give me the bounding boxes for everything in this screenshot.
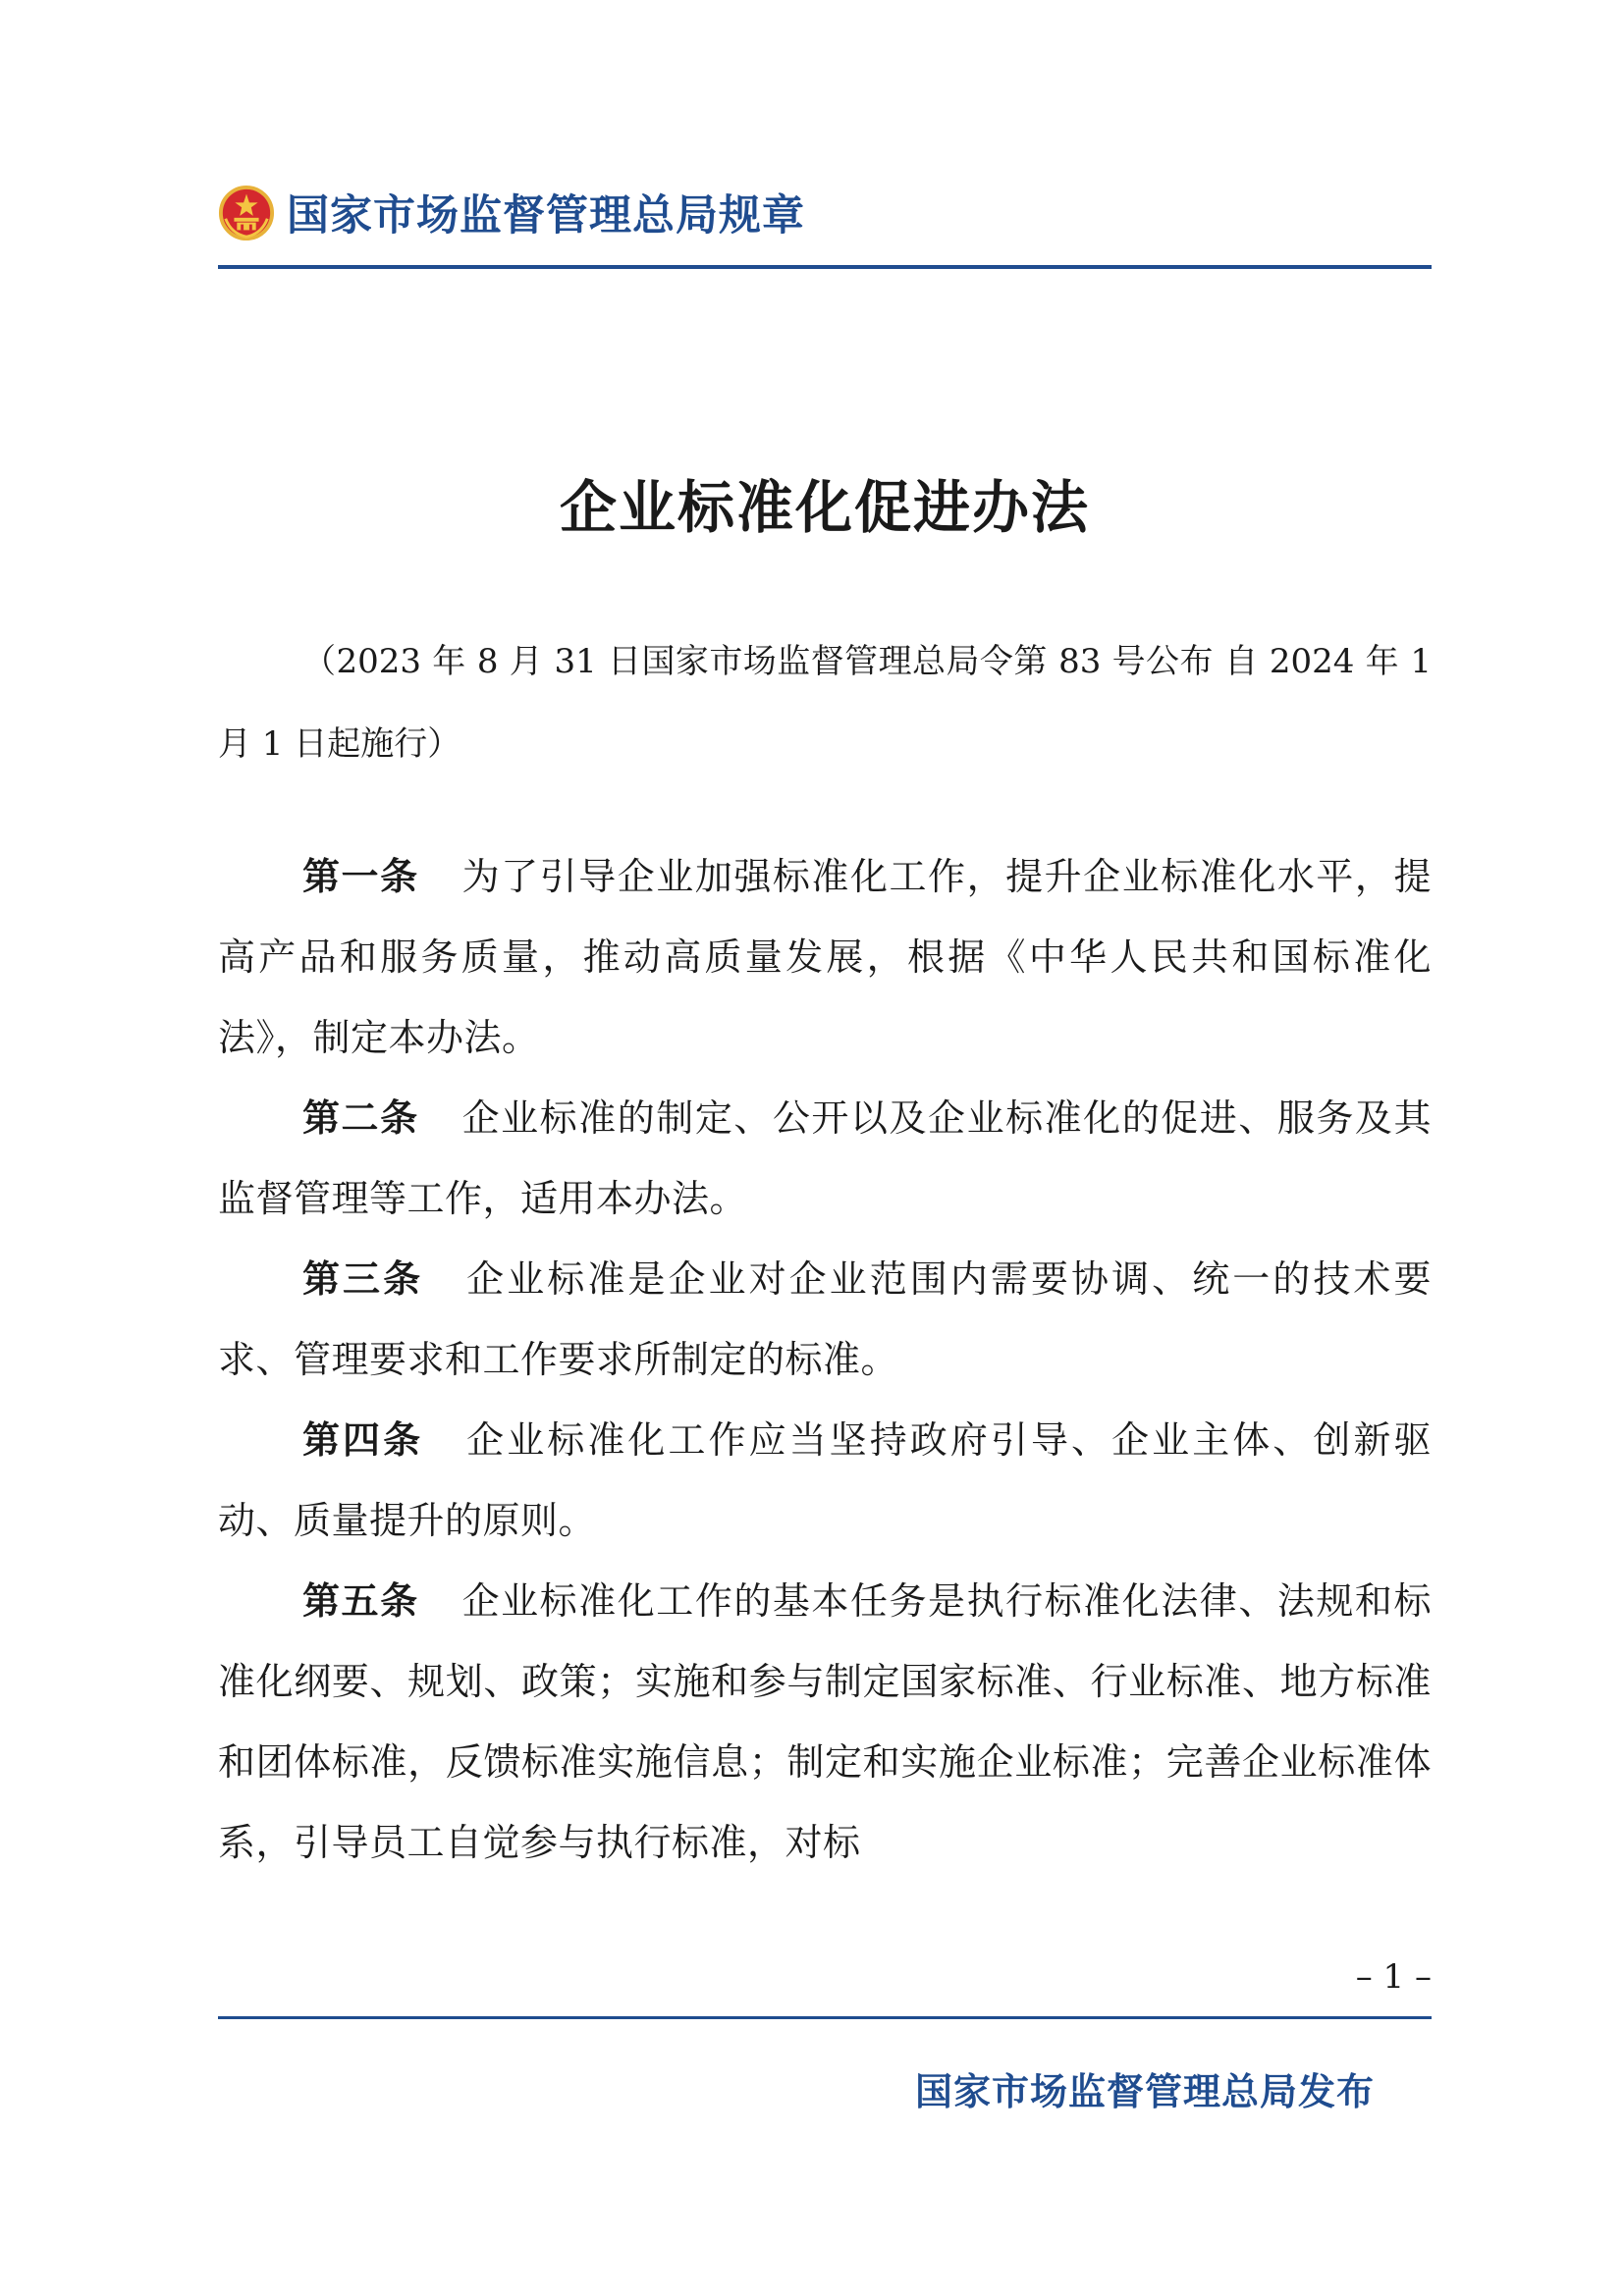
promulgation-note: （2023 年 8 月 31 日国家市场监督管理总局令第 83 号公布 自 2024 年 1 月 1 日起施行） <box>218 642 1432 764</box>
article-text: 企业标准是企业对企业范围内需要协调、统一的技术要求、管理要求和工作要求所制定的标准。 <box>218 1257 1432 1381</box>
article-4 <box>218 1400 1432 1561</box>
regulation-series-title: 国家市场监督管理总局规章 <box>287 191 805 240</box>
page-header <box>218 183 1432 242</box>
article-number: 第四条 <box>302 1418 424 1462</box>
article-text: 为了引导企业加强标准化工作，提升企业标准化水平，提高产品和服务质量，推动高质量发展，根据《中华人民共和国标准化法》，制定本办法。 <box>218 855 1432 1059</box>
article-text: 企业标准化工作的基本任务是执行标准化法律、法规和标准化纲要、规划、政策；实施和参与制定国家标准、行业标准、地方标准和团体标准，反馈标准实施信息；制定和实施企业标准；完善企业标准体系，引导员工自觉参与执行标准，对标 <box>218 1579 1432 1864</box>
document-title: 企业标准化促进办法 <box>559 474 1090 541</box>
page-number: – 1 – <box>1355 1957 1432 1997</box>
article-number: 第五条 <box>302 1579 419 1623</box>
document-body <box>218 836 1432 1883</box>
header-divider <box>218 265 1432 269</box>
article-1 <box>218 836 1432 1078</box>
article-text: 企业标准化工作应当坚持政府引导、企业主体、创新驱动、质量提升的原则。 <box>218 1418 1432 1542</box>
article-number: 第一条 <box>302 855 419 898</box>
footer-divider <box>218 2016 1432 2019</box>
national-emblem-icon <box>218 185 275 241</box>
article-text: 企业标准的制定、公开以及企业标准化的促进、服务及其监督管理等工作，适用本办法。 <box>218 1096 1432 1220</box>
article-5 <box>218 1561 1432 1883</box>
publisher-label: 国家市场监督管理总局发布 <box>914 2070 1375 2113</box>
article-number: 第三条 <box>302 1257 424 1301</box>
article-number: 第二条 <box>302 1096 419 1140</box>
article-3 <box>218 1239 1432 1400</box>
article-2 <box>218 1078 1432 1239</box>
